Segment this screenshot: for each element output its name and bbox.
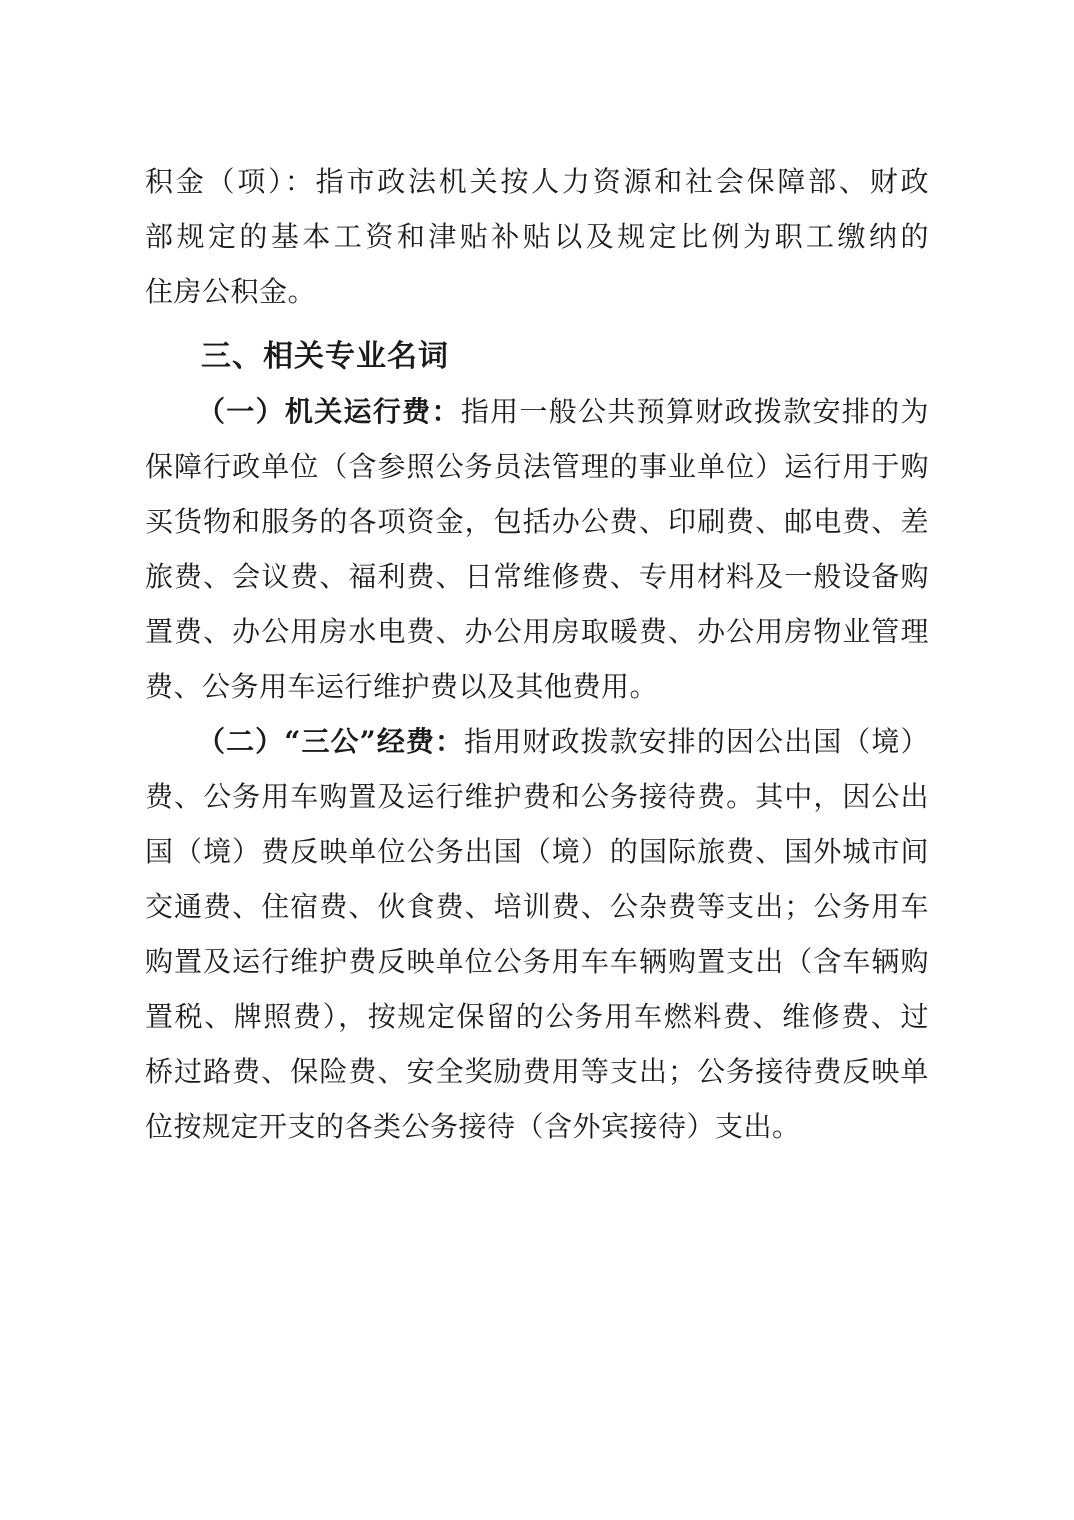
- text-line: 桥过路费、保险费、安全奖励费用等支出；公务接待费反映单: [145, 1055, 929, 1088]
- text-line: 位按规定开支的各类公务接待（含外宾接待）支出。: [145, 1110, 801, 1143]
- term1-first-line-text: 指用一般公共预算财政拨款安排的为: [460, 395, 929, 428]
- paragraph-housing-fund-continuation: [145, 154, 929, 319]
- text-line: [145, 714, 929, 769]
- paragraph-term-agency-operating-cost: [145, 384, 929, 714]
- term2-first-line-text: 指用财政拨款安排的因公出国（境）: [464, 725, 929, 758]
- term2-lead-label: （二）“三公”经费：: [197, 725, 465, 758]
- text-line: 部规定的基本工资和津贴补贴以及规定比例为职工缴纳的: [145, 220, 929, 253]
- text-line: 费、公务用车运行维护费以及其他费用。: [145, 670, 659, 703]
- paragraph-term-three-public-expenses: [145, 714, 929, 1154]
- section-heading: 三、相关专业名词: [201, 339, 449, 374]
- text-line: 买货物和服务的各项资金，包括办公费、印刷费、邮电费、差: [145, 505, 929, 538]
- text-line: 交通费、住宿费、伙食费、培训费、公杂费等支出；公务用车: [145, 890, 929, 923]
- text-line: 积金（项）：指市政法机关按人力资源和社会保障部、财政: [145, 165, 929, 198]
- text-line: 国（境）费反映单位公务出国（境）的国际旅费、国外城市间: [145, 835, 929, 868]
- text-line: 保障行政单位（含参照公务员法管理的事业单位）运行用于购: [145, 450, 929, 483]
- document-content: [145, 154, 929, 1154]
- text-line: 置费、办公用房水电费、办公用房取暖费、办公用房物业管理: [145, 615, 929, 648]
- text-line: [145, 384, 929, 439]
- text-line: 置税、牌照费），按规定保留的公务用车燃料费、维修费、过: [145, 1000, 929, 1033]
- text-line: 旅费、会议费、福利费、日常维修费、专用材料及一般设备购: [145, 560, 929, 593]
- text-line: 住房公积金。: [145, 275, 317, 308]
- text-line: 费、公务用车购置及运行维护费和公务接待费。其中，因公出: [145, 780, 929, 813]
- term1-lead-label: （一）机关运行费：: [197, 395, 461, 428]
- text-line: 购置及运行维护费反映单位公务用车车辆购置支出（含车辆购: [145, 945, 929, 978]
